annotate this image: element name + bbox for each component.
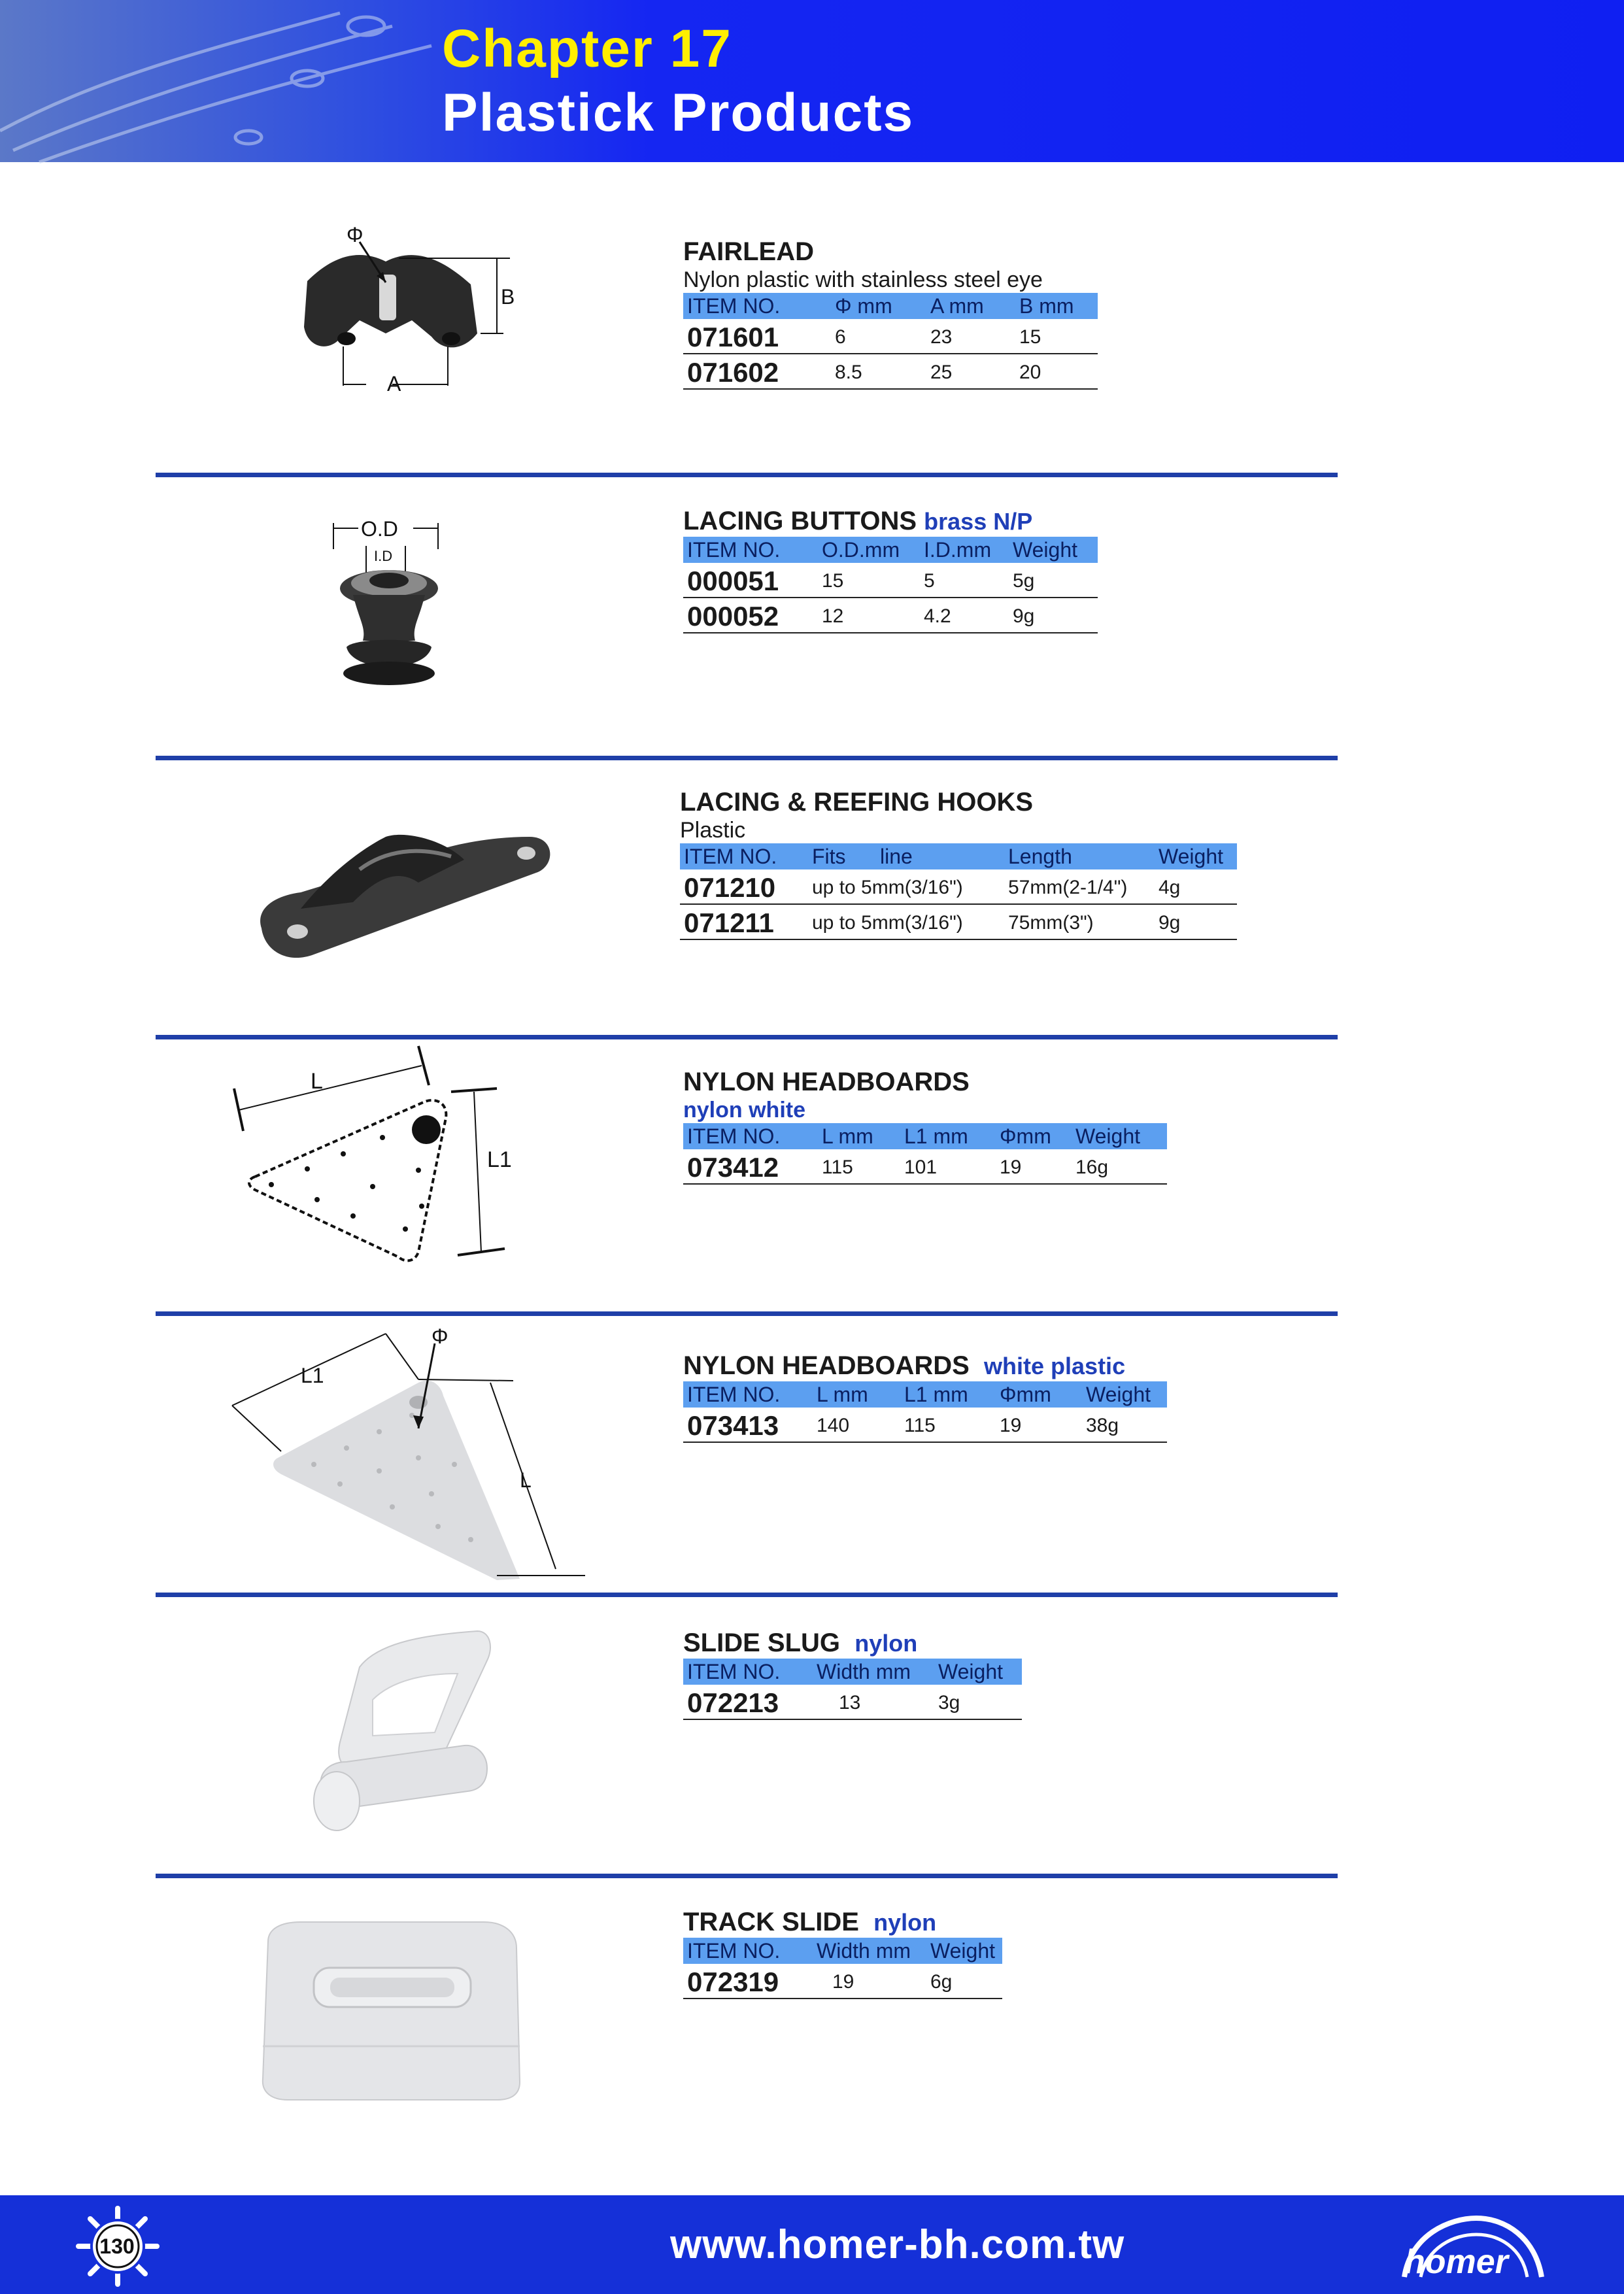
col-header: ITEM NO.	[683, 1123, 818, 1149]
col-header: Φmm	[996, 1381, 1082, 1408]
product-description: Nylon plastic with stainless steel eye	[683, 267, 1043, 292]
fairlead-label-a: A	[387, 372, 401, 396]
col-header: I.D.mm	[920, 537, 1009, 563]
item-number: 072213	[683, 1685, 813, 1719]
col-header: ITEM NO.	[683, 537, 818, 563]
col-header: Width mm	[813, 1659, 934, 1685]
cell: 5g	[1009, 563, 1098, 598]
cell: 9g	[1155, 904, 1237, 939]
item-number: 073413	[683, 1408, 813, 1442]
table-row	[683, 1685, 1022, 1719]
headboard-plastic-label-l1: L1	[301, 1364, 324, 1387]
product-title-accent: nylon	[854, 1630, 918, 1657]
col-header: Weight	[1155, 843, 1237, 869]
col-header: L mm	[818, 1123, 900, 1149]
col-header: Width mm	[813, 1938, 926, 1964]
product-table	[683, 293, 1098, 390]
section-divider	[156, 756, 1338, 760]
col-header: ITEM NO.	[683, 1381, 813, 1408]
product-description: nylon white	[683, 1098, 805, 1122]
cell: 115	[818, 1149, 900, 1184]
headboard-label-l: L	[311, 1069, 323, 1094]
cell: 140	[813, 1408, 900, 1442]
section-divider	[156, 473, 1338, 477]
cell: 12	[818, 598, 920, 633]
product-title	[683, 1628, 1272, 1659]
cell: 6	[831, 319, 926, 354]
cell: 3g	[934, 1685, 1022, 1719]
headboard-plastic-image	[222, 1324, 595, 1585]
table-header-row	[683, 1938, 1002, 1964]
product-title: FAIRLEAD	[683, 237, 814, 266]
col-header: L mm	[813, 1381, 900, 1408]
table-row	[680, 904, 1237, 939]
section-divider	[156, 1874, 1338, 1878]
item-number: 072319	[683, 1964, 813, 1999]
cell: 25	[926, 354, 1015, 389]
headboard-label-l1: L1	[487, 1147, 512, 1172]
product-title	[683, 506, 1272, 537]
col-header: ITEM NO.	[683, 1659, 813, 1685]
cell: 20	[1015, 354, 1098, 389]
slide-slug-image	[301, 1628, 497, 1850]
product-lacing-buttons	[683, 506, 1272, 633]
product-title	[683, 1907, 1272, 1938]
product-fairlead	[683, 237, 1272, 390]
header-sail-hardware-image	[0, 0, 497, 162]
item-number: 071602	[683, 354, 831, 389]
table-row	[683, 1149, 1167, 1184]
cell: 115	[900, 1408, 996, 1442]
col-header: ITEM NO.	[683, 1938, 813, 1964]
table-header-row	[683, 1123, 1167, 1149]
product-track-slide	[683, 1907, 1272, 1999]
page-footer	[0, 2195, 1624, 2294]
product-title-text: SLIDE SLUG	[683, 1628, 841, 1657]
table-header-row	[680, 843, 1237, 869]
headboard-plastic-label-phi: Φ	[431, 1324, 448, 1348]
section-divider	[156, 1035, 1338, 1039]
col-header: Weight	[926, 1938, 1002, 1964]
col-header: Φmm	[996, 1123, 1072, 1149]
cell: 15	[1015, 319, 1098, 354]
col-header: Φ mm	[831, 293, 926, 319]
product-table	[683, 1123, 1167, 1185]
col-header: A mm	[926, 293, 1015, 319]
col-header: ITEM NO.	[680, 843, 808, 869]
section-divider	[156, 1311, 1338, 1316]
product-title	[683, 1351, 1272, 1381]
cell: 15	[818, 563, 920, 598]
col-header: L1 mm	[900, 1123, 996, 1149]
cell: up to 5mm(3/16")	[808, 904, 1004, 939]
reefing-hook-image	[248, 811, 562, 974]
product-slide-slug	[683, 1628, 1272, 1720]
product-reefing-hooks	[680, 787, 1268, 940]
cell: 19	[996, 1149, 1072, 1184]
cell: up to 5mm(3/16")	[808, 869, 1004, 904]
cell: 8.5	[831, 354, 926, 389]
product-table	[683, 1659, 1022, 1720]
col-header: Weight	[1072, 1123, 1167, 1149]
cell: 57mm(2-1/4")	[1004, 869, 1155, 904]
product-table	[680, 843, 1237, 940]
headboard-plastic-label-l: L	[520, 1468, 532, 1492]
item-number: 000052	[683, 598, 818, 633]
col-header: B mm	[1015, 293, 1098, 319]
table-row	[683, 563, 1098, 598]
col-header: Weight	[1082, 1381, 1167, 1408]
product-title-accent: white plastic	[984, 1353, 1126, 1379]
chapter-subtitle: Plastick Products	[442, 83, 915, 143]
product-nylon-headboards-plastic	[683, 1351, 1272, 1443]
col-header: O.D.mm	[818, 537, 920, 563]
product-title-text: LACING BUTTONS	[683, 507, 917, 535]
table-header-row	[683, 1659, 1022, 1685]
cell: 23	[926, 319, 1015, 354]
fairlead-diagram	[281, 222, 515, 405]
cell: 4.2	[920, 598, 1009, 633]
table-row	[683, 319, 1098, 354]
cell: 16g	[1072, 1149, 1167, 1184]
product-title-accent: nylon	[873, 1909, 937, 1936]
headboard-diagram	[222, 1039, 562, 1268]
table-header-row	[683, 537, 1098, 563]
lacing-button-label-od: O.D	[361, 517, 398, 541]
website-url[interactable]: www.homer-bh.com.tw	[670, 2222, 1125, 2267]
col-header: Weight	[934, 1659, 1022, 1685]
fairlead-label-b: B	[501, 285, 515, 309]
homer-logo-text: homer	[1404, 2243, 1508, 2281]
cell: 19	[996, 1408, 1082, 1442]
page-number: 130	[99, 2235, 135, 2258]
product-title: LACING & REEFING HOOKS	[680, 788, 1034, 817]
chapter-title: Chapter 17	[442, 19, 732, 78]
table-header-row	[683, 1381, 1167, 1408]
product-title-text: TRACK SLIDE	[683, 1908, 859, 1936]
table-row	[683, 1964, 1002, 1999]
product-nylon-headboards-white	[683, 1067, 1272, 1185]
item-number: 000051	[683, 563, 818, 598]
product-table	[683, 537, 1098, 633]
item-number: 071210	[680, 869, 808, 904]
cell: 75mm(3")	[1004, 904, 1155, 939]
item-number: 071601	[683, 319, 831, 354]
col-header: L1 mm	[900, 1381, 996, 1408]
col-header: line	[876, 843, 1004, 869]
col-header: ITEM NO.	[683, 293, 831, 319]
col-header: Weight	[1009, 537, 1098, 563]
cell: 6g	[926, 1964, 1002, 1999]
cell: 9g	[1009, 598, 1098, 633]
col-header: Length	[1004, 843, 1155, 869]
product-title-accent: brass N/P	[924, 508, 1033, 535]
track-slide-image	[255, 1915, 530, 2105]
item-number: 071211	[680, 904, 808, 939]
cell: 19	[813, 1964, 926, 1999]
cell: 5	[920, 563, 1009, 598]
product-title: NYLON HEADBOARDS	[683, 1068, 970, 1096]
lacing-button-diagram	[327, 510, 458, 706]
col-header: Fits	[808, 843, 876, 869]
product-description: Plastic	[680, 818, 746, 843]
table-row	[683, 354, 1098, 389]
fairlead-label-phi: Φ	[347, 223, 364, 246]
cell: 4g	[1155, 869, 1237, 904]
product-title-text: NYLON HEADBOARDS	[683, 1351, 970, 1380]
page-header	[0, 0, 1624, 162]
item-number: 073412	[683, 1149, 818, 1184]
cell: 101	[900, 1149, 996, 1184]
product-table	[683, 1938, 1002, 1999]
section-divider	[156, 1593, 1338, 1597]
lacing-button-label-id: I.D	[374, 548, 393, 564]
table-row	[680, 869, 1237, 904]
table-header-row	[683, 293, 1098, 319]
table-row	[683, 598, 1098, 633]
cell: 13	[813, 1685, 934, 1719]
table-row	[683, 1408, 1167, 1442]
cell: 38g	[1082, 1408, 1167, 1442]
product-table	[683, 1381, 1167, 1443]
